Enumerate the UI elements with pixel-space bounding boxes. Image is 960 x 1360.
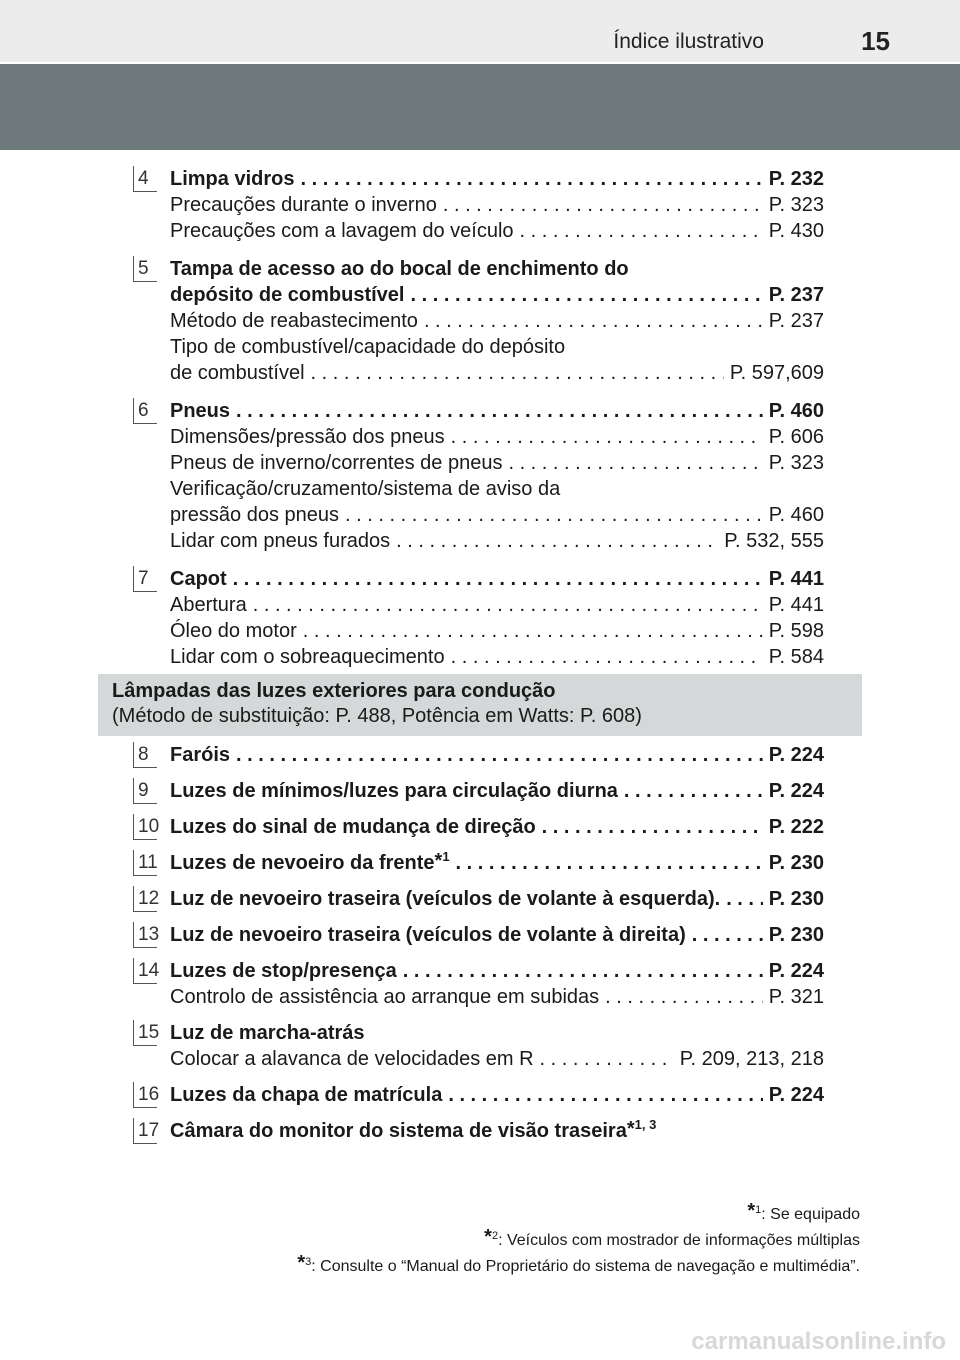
- page-ref: P. 224: [768, 960, 824, 982]
- page-ref: P. 460: [768, 504, 824, 526]
- leader-dots: [605, 984, 763, 1010]
- footnote-ref: 1, 3: [634, 1117, 657, 1132]
- entry-text: Método de reabastecimento: [170, 310, 418, 332]
- page-ref: P. 237: [768, 284, 824, 306]
- footnote-number: 3: [305, 1256, 312, 1268]
- callout-number: 12: [133, 886, 157, 912]
- lamp-entry: [138, 1117, 824, 1144]
- page-ref: P. 430: [768, 220, 824, 242]
- footnote-number: 2: [491, 1230, 499, 1242]
- leader-dots: [253, 592, 763, 618]
- page-ref: P. 230: [768, 924, 824, 946]
- callout-number: 16: [133, 1082, 157, 1108]
- page-ref: P. 460: [768, 400, 824, 422]
- leader-dots: [403, 958, 763, 984]
- lamp-entry: [138, 814, 824, 840]
- lamp-entry: [138, 742, 824, 768]
- leader-dots: [692, 922, 763, 948]
- leader-dots: [345, 502, 763, 528]
- page-ref: P. 323: [768, 194, 824, 216]
- entry-text: Luzes de stop/presença: [170, 960, 397, 982]
- index-line: [170, 450, 824, 476]
- page-ref: P. 441: [768, 594, 824, 616]
- index-line: [170, 922, 824, 948]
- leader-dots: [236, 742, 763, 768]
- header-title: Índice ilustrativo: [613, 30, 764, 53]
- entry-text: Capot: [170, 568, 227, 590]
- callout-number: 4: [133, 166, 157, 192]
- lamp-list: [0, 742, 960, 1154]
- lamp-entry: [138, 849, 824, 876]
- entry-text: Precauções durante o inverno: [170, 194, 437, 216]
- entry-text: Câmara do monitor do sistema de visão traseira*$^{1, 3}$: [170, 1117, 657, 1142]
- callout-number: 13: [133, 922, 157, 948]
- entry-text: Tampa de acesso ao do bocal de enchimento do: [170, 258, 629, 280]
- entry-text: Luzes de nevoeiro da frente*$^1$: [170, 849, 450, 874]
- leader-dots: [508, 450, 762, 476]
- footnotes: [297, 1200, 860, 1278]
- page-ref: P. 230: [768, 852, 824, 874]
- footnote-text: : Se equipado: [761, 1206, 860, 1223]
- leader-dots: [311, 360, 724, 386]
- entry-text: Pneus de inverno/correntes de pneus: [170, 452, 503, 474]
- leader-dots: [233, 566, 763, 592]
- page-ref: P. 597,609: [729, 362, 824, 384]
- index-line: [170, 886, 824, 912]
- leader-dots: [540, 1046, 674, 1072]
- callout-number: 11: [133, 850, 157, 876]
- index-line: [170, 850, 824, 876]
- page-ref: P. 224: [768, 1084, 824, 1106]
- entry-text: Luz de marcha-atrás: [170, 1022, 365, 1044]
- leader-dots: [456, 850, 763, 876]
- index-line: [170, 218, 824, 244]
- entry-text: Dimensões/pressão dos pneus: [170, 426, 445, 448]
- footnote-star: *: [484, 1226, 492, 1248]
- page-ref: P. 232: [768, 168, 824, 190]
- entry-text: Tipo de combustível/capacidade do depósito: [170, 336, 566, 358]
- leader-dots: [624, 778, 763, 804]
- entry-text: pressão dos pneus: [170, 504, 340, 526]
- index-line: [170, 308, 824, 334]
- index-line: [170, 984, 824, 1010]
- watermark: carmanualsonline.info: [691, 1328, 946, 1355]
- page-ref: P. 222: [768, 816, 824, 838]
- index-line: [170, 1082, 824, 1108]
- callout-number: 7: [133, 566, 157, 592]
- index-entry: [138, 256, 824, 386]
- footnote-star: *: [297, 1252, 306, 1274]
- entry-text: de combustível: [170, 362, 305, 384]
- page-ref: P. 598: [768, 620, 824, 642]
- lamp-entry: [138, 1020, 824, 1072]
- footnote-star: *: [434, 850, 443, 872]
- page-header: [0, 0, 960, 62]
- lamp-entry: [138, 778, 824, 804]
- page-ref: P. 230: [768, 888, 824, 910]
- leader-dots: [236, 398, 763, 424]
- lamp-entry: [138, 886, 824, 912]
- entry-text: Controlo de assistência ao arranque em subidas: [170, 986, 600, 1008]
- footnote-number: 1: [755, 1204, 762, 1216]
- footnote-text: : Consulte o “Manual do Proprietário do sistema de navegação e multimédia”.: [311, 1258, 860, 1275]
- leader-dots: [448, 1082, 762, 1108]
- index-line: [170, 644, 824, 670]
- page-ref: P. 321: [768, 986, 824, 1008]
- callout-number: 6: [133, 398, 157, 424]
- entry-text: Luzes da chapa de matrícula: [170, 1084, 443, 1106]
- index-line: [170, 424, 824, 450]
- index-line: [170, 282, 824, 308]
- leader-dots: [726, 886, 763, 912]
- entry-text: Luzes do sinal de mudança de direção: [170, 816, 536, 838]
- page-ref: P. 224: [768, 744, 824, 766]
- footnote: [297, 1200, 860, 1226]
- lamp-entry: [138, 1082, 824, 1108]
- index-entry: [138, 566, 824, 670]
- index-groups: [0, 166, 960, 682]
- leader-dots: [520, 218, 763, 244]
- entry-text: Pneus: [170, 400, 231, 422]
- callout-number: 17: [133, 1118, 157, 1144]
- footnote-star: *: [626, 1118, 635, 1140]
- entry-text: Lidar com o sobreaquecimento: [170, 646, 445, 668]
- page-number: 15: [861, 26, 890, 56]
- section-title: Lâmpadas das luzes exteriores para condução: [112, 680, 556, 702]
- index-entry: [138, 166, 824, 244]
- page-ref: P. 532, 555: [724, 530, 824, 552]
- leader-dots: [443, 192, 763, 218]
- index-line: [170, 334, 824, 360]
- leader-dots: [303, 618, 763, 644]
- index-line: [170, 814, 824, 840]
- page-ref: P. 606: [768, 426, 824, 448]
- page-ref: P. 224: [768, 780, 824, 802]
- section-subtitle: (Método de substituição: P. 488, Potência em Watts: P. 608): [112, 705, 642, 727]
- leader-dots: [396, 528, 718, 554]
- leader-dots: [424, 308, 763, 334]
- leader-dots: [542, 814, 763, 840]
- entry-text: Colocar a alavanca de velocidades em R: [170, 1048, 534, 1070]
- page-ref: P. 237: [768, 310, 824, 332]
- page-ref: P. 323: [768, 452, 824, 474]
- callout-number: 15: [133, 1020, 157, 1046]
- leader-dots: [410, 282, 762, 308]
- index-line: [170, 398, 824, 424]
- entry-text: Luz de nevoeiro traseira (veículos de volante à direita): [170, 924, 686, 946]
- footnote-text: : Veículos com mostrador de informações múltiplas: [498, 1232, 860, 1249]
- index-line: [170, 476, 824, 502]
- index-line: [170, 618, 824, 644]
- leader-dots: [451, 424, 763, 450]
- entry-text: depósito de combustível: [170, 284, 405, 306]
- index-line: [170, 592, 824, 618]
- index-line: [170, 502, 824, 528]
- index-line: [170, 1118, 824, 1144]
- lamp-entry: [138, 922, 824, 948]
- footnote-ref: 1: [442, 849, 450, 864]
- entry-text: Abertura: [170, 594, 247, 616]
- entry-text: Lidar com pneus furados: [170, 530, 391, 552]
- index-line: [170, 256, 824, 282]
- entry-text: Óleo do motor: [170, 620, 297, 642]
- entry-text: Verificação/cruzamento/sistema de aviso da: [170, 478, 561, 500]
- callout-number: 8: [133, 742, 157, 768]
- index-line: [170, 742, 824, 768]
- index-line: [170, 1020, 824, 1046]
- callout-number: 14: [133, 958, 157, 984]
- footnote: [297, 1252, 860, 1278]
- entry-text: Precauções com a lavagem do veículo: [170, 220, 514, 242]
- index-line: [170, 778, 824, 804]
- lamp-entry: [138, 958, 824, 1010]
- page-ref: P. 441: [768, 568, 824, 590]
- page-ref: P. 584: [768, 646, 824, 668]
- index-line: [170, 360, 824, 386]
- index-line: [170, 528, 824, 554]
- leader-dots: [451, 644, 763, 670]
- index-line: [170, 958, 824, 984]
- entry-text: Faróis: [170, 744, 231, 766]
- footnote-star: *: [747, 1200, 756, 1222]
- index-line: [170, 1046, 824, 1072]
- header-band: [0, 64, 960, 150]
- index-line: [170, 166, 824, 192]
- callout-number: 10: [133, 814, 157, 840]
- index-line: [170, 566, 824, 592]
- callout-number: 9: [133, 778, 157, 804]
- entry-text: Luzes de mínimos/luzes para circulação diurna: [170, 780, 618, 802]
- page-ref: P. 209, 213, 218: [679, 1048, 824, 1070]
- index-line: [170, 192, 824, 218]
- entry-text: Luz de nevoeiro traseira (veículos de volante à esquerda).: [170, 888, 721, 910]
- footnote: [297, 1226, 860, 1252]
- leader-dots: [300, 166, 762, 192]
- index-entry: [138, 398, 824, 554]
- callout-number: 5: [133, 256, 157, 282]
- entry-text: Limpa vidros: [170, 168, 295, 190]
